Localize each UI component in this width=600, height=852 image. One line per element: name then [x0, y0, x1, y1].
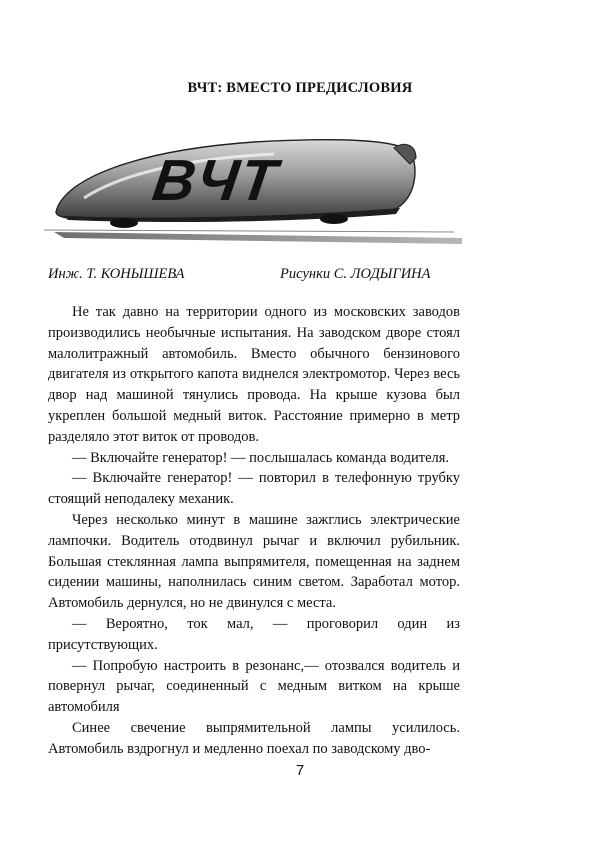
article-body — [48, 302, 460, 760]
paragraph: — Включайте генератор! — повторил в телефонную трубку стоящий неподалеку механик. — [48, 470, 460, 508]
artist-credit: Рисунки С. ЛОДЫГИНА — [280, 266, 431, 282]
streamlined-car-illustration — [44, 120, 464, 245]
page-number: 7 — [295, 762, 305, 779]
paragraph: — Включайте генератор! — послышалась команда водителя. — [72, 449, 450, 466]
credits-line — [48, 266, 468, 283]
paragraph: — Вероятно, ток мал, — проговорил один из присутствующих. — [48, 615, 460, 653]
paragraph: Синее свечение выпрямительной лампы усилилось. Автомобиль вздрогнул и медленно поехал по заводскому дво- — [48, 719, 460, 757]
paragraph: — Попробую настроить в резонанс,— отозвался водитель и повернул рычаг, соединенный с медным витком на крыше автомобиля — [48, 657, 460, 716]
paragraph: Через несколько минут в машине зажглись электрические лампочки. Водитель отодвинул рычаг и включил рубильник. Большая стеклянная лампа выпрямителя, помещенная на заднем сидении машины, наполнилась синим светом. Заработал мотор. Автомобиль дернулся, но не двинулся с места. — [48, 511, 460, 612]
chapter-title: ВЧТ: ВМЕСТО ПРЕДИСЛОВИЯ — [187, 80, 413, 96]
paragraph: Не так давно на территории одного из московских заводов производились необычные испытания. На заводском дворе стоял малолитражный автомобиль. Вместо обычного бензинового двигателя из открытого капота виднелся электромотор. Через весь двор над машиной тянулись провода. На крыше кузова был укреплен большой медный виток. Расстояние примерно в метр разделяло этот виток от проводов. — [48, 304, 460, 445]
car-logo-text: ВЧТ — [148, 148, 283, 213]
author-credit: Инж. Т. КОНЫШЕВА — [48, 266, 185, 282]
